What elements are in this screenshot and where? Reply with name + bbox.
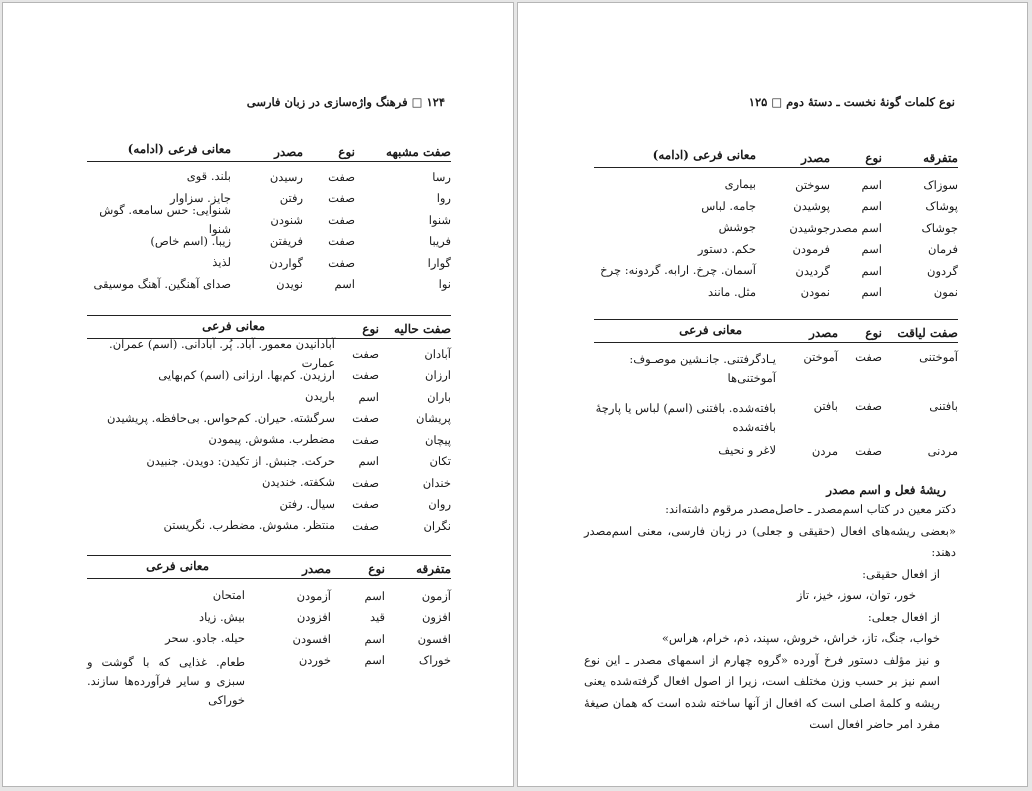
right-running-head: نوع کلمات گونهٔ نخست ـ دستهٔ دوم □ ۱۲۵ bbox=[748, 95, 955, 109]
table-cell: جایز. سزاوار bbox=[170, 190, 231, 205]
table-cell: صفت bbox=[328, 234, 355, 249]
table-row bbox=[87, 451, 451, 473]
table-cell: نوا bbox=[438, 277, 451, 292]
header-cell: نوع bbox=[865, 326, 882, 340]
header-cell: نوع bbox=[368, 562, 385, 576]
table-cell: امتحان bbox=[212, 588, 245, 603]
table-row bbox=[87, 650, 451, 713]
paragraph: از افعال جعلی: bbox=[867, 609, 940, 624]
table-cell: نمودن bbox=[800, 285, 830, 300]
table-cell: گوارا bbox=[427, 255, 451, 270]
header-cell: مصدر bbox=[274, 145, 303, 159]
right-section bbox=[584, 483, 956, 736]
table-cell: پیچان bbox=[424, 432, 451, 447]
table-cell: بافتنی bbox=[929, 399, 958, 413]
table-row bbox=[594, 239, 958, 261]
table-cell: اسم bbox=[358, 454, 379, 469]
table-cell: قید bbox=[369, 610, 385, 625]
table-cell: لاغر و نحیف bbox=[718, 443, 776, 458]
table-row bbox=[594, 347, 958, 391]
header-cell: متفرقه bbox=[923, 151, 958, 165]
table-cell: خندان bbox=[422, 475, 451, 490]
table-cell: صفت bbox=[352, 497, 379, 512]
table-cell: جوشش bbox=[718, 220, 756, 235]
table-cell: افسون bbox=[417, 631, 451, 646]
table-row bbox=[87, 252, 451, 274]
table-cell: اسم bbox=[364, 652, 385, 667]
header-cell: معانی فرعی (ادامه) bbox=[652, 148, 756, 162]
table-cell: طعام. غذایی که با گوشت و سبزی و سایر فرآورده‌ها سازند. خوراکی bbox=[87, 654, 245, 707]
table-cell: مردن bbox=[811, 443, 838, 458]
table-cell: رفتن bbox=[279, 191, 303, 206]
table-cell: ارزیدن. کم‌بها. ارزانی (اسم) کم‌بهایی bbox=[158, 367, 335, 382]
table-cell: صفت bbox=[328, 169, 355, 184]
table-cell: بیماری bbox=[724, 177, 756, 192]
table-cell: صفت bbox=[328, 212, 355, 227]
table-header bbox=[87, 556, 451, 579]
table-cell: سرگشته. حیران. کم‌حواس. بی‌حافظه. پریشیدن bbox=[106, 410, 335, 425]
table-cell: سوختن bbox=[795, 177, 830, 192]
table-cell: مضطرب. مشوش. پیمودن bbox=[208, 432, 335, 447]
header-cell: نوع bbox=[362, 322, 379, 336]
table-row bbox=[594, 174, 958, 196]
table-cell: روا bbox=[436, 191, 451, 206]
table-cell: مردنی bbox=[927, 443, 958, 458]
header-cell: معانی فرعی (ادامه) bbox=[127, 142, 231, 156]
left-running-head: ۱۲۴ □ فرهنگ واژه‌سازی در زبان فارسی bbox=[246, 95, 445, 109]
table-cell: شنوایی: حس سامعه. گوش شنوا bbox=[99, 202, 231, 236]
table-cell: صفت bbox=[855, 399, 882, 413]
paragraph: خور، توان، سوز، خیز، تاز bbox=[796, 588, 916, 602]
table-row bbox=[594, 260, 958, 282]
table-cell: نگران bbox=[423, 518, 451, 533]
table-row bbox=[87, 386, 451, 408]
table-row bbox=[594, 282, 958, 304]
table-header bbox=[594, 145, 958, 168]
table-cell: تکان bbox=[429, 454, 451, 469]
header-cell: نوع bbox=[338, 145, 355, 159]
table-cell: پوشاک bbox=[925, 199, 958, 214]
table-cell: فریبا bbox=[428, 234, 451, 249]
table-cell: اسم مصدر bbox=[830, 220, 882, 235]
paragraph: «بعضی ریشه‌های افعال (حقیقی و جعلی) در زبان فارسی، معنی اسم‌مصدر دهند: bbox=[584, 523, 956, 559]
table-cell: سیال. رفتن bbox=[279, 496, 335, 511]
left-table-adjectives bbox=[87, 139, 451, 295]
table-cell: صفت bbox=[352, 518, 379, 533]
table-cell: صفت bbox=[352, 432, 379, 447]
table-cell: بلند. قوی bbox=[186, 169, 231, 184]
table-row bbox=[594, 217, 958, 239]
paragraph: خواب، جنگ، تاز، خراش، خروش، سپند، ذم، خرام، هراس» bbox=[661, 631, 940, 645]
table-cell: فریفتن bbox=[269, 234, 303, 249]
table-cell: جوشیدن bbox=[789, 220, 830, 235]
table-cell: صفت bbox=[352, 475, 379, 490]
table-cell: شکفته. خندیدن bbox=[261, 475, 335, 490]
table-cell: صدای آهنگین. آهنگ موسیقی bbox=[93, 276, 231, 291]
table-row bbox=[594, 440, 958, 462]
table-row bbox=[87, 408, 451, 430]
table-cell: گردیدن bbox=[795, 263, 830, 278]
table-cell: آبادانیدن معمور. آباد. پُر. آبادانی. (اسم) عمران. عمارت bbox=[109, 336, 335, 370]
table-row bbox=[87, 585, 451, 607]
table-cell: گواردن bbox=[269, 255, 303, 270]
table-cell: گردون bbox=[927, 263, 958, 278]
header-cell: معانی فرعی bbox=[679, 323, 742, 337]
header-cell: معانی فرعی bbox=[202, 319, 265, 333]
header-cell: نوع bbox=[865, 151, 882, 165]
paragraph: دکتر معین در کتاب اسم‌مصدر ـ حاصل‌مصدر مرقوم داشته‌اند: bbox=[665, 502, 956, 516]
table-cell: لذیذ bbox=[212, 255, 231, 270]
table-cell: افزودن bbox=[296, 610, 331, 625]
table-row bbox=[87, 494, 451, 516]
table-cell: بافتن bbox=[813, 399, 838, 413]
table-cell: صفت bbox=[352, 411, 379, 426]
table-row bbox=[87, 607, 451, 629]
table-row bbox=[594, 391, 958, 440]
table-header bbox=[594, 320, 958, 343]
table-cell: فرمودن bbox=[792, 242, 830, 257]
table-cell: آزمودن bbox=[296, 588, 331, 603]
header-cell: معانی فرعی bbox=[146, 559, 209, 573]
table-cell: آزمون bbox=[421, 588, 451, 603]
table-row bbox=[87, 274, 451, 296]
table-cell: پریشان bbox=[416, 411, 451, 426]
table-row bbox=[594, 196, 958, 218]
header-cell: مصدر bbox=[809, 326, 838, 340]
header-cell: صفت لیاقت bbox=[897, 326, 958, 340]
table-cell: باریدن bbox=[305, 389, 335, 404]
table-cell: حرکت. جنبش. از تکیدن: دویدن. جنبیدن bbox=[146, 453, 335, 468]
table-cell: پوشیدن bbox=[793, 199, 830, 214]
table-cell: نمون bbox=[933, 285, 958, 300]
table-cell: اسم bbox=[861, 263, 882, 278]
header-cell: متفرقه bbox=[416, 562, 451, 576]
table-cell: اسم bbox=[861, 199, 882, 214]
table-cell: حیله. جادو. سحر bbox=[165, 631, 245, 646]
table-header bbox=[87, 139, 451, 162]
table-row bbox=[87, 202, 451, 236]
paragraph: از افعال حقیقی: bbox=[862, 566, 940, 581]
section-heading: ریشهٔ فعل و اسم مصدر bbox=[826, 483, 946, 497]
left-page bbox=[2, 2, 514, 787]
table-cell: صفت bbox=[352, 368, 379, 383]
table-cell: شنودن bbox=[270, 212, 303, 227]
table-row bbox=[87, 628, 451, 650]
table-cell: زیبا. (اسم خاص) bbox=[150, 233, 231, 248]
left-table-state-adjectives bbox=[87, 315, 451, 537]
table-row bbox=[87, 365, 451, 387]
right-table-misc bbox=[594, 145, 958, 303]
table-cell: بافته‌شده. بافتنی (اسم) لباس یا پارچهٔ بافته‌شده bbox=[595, 401, 776, 434]
table-cell: نویدن bbox=[276, 277, 303, 292]
table-cell: خوردن bbox=[298, 652, 331, 667]
table-cell: بیش. زیاد bbox=[198, 609, 245, 624]
table-cell: سوزاک bbox=[923, 177, 958, 192]
table-row bbox=[87, 336, 451, 370]
table-cell: آبادان bbox=[424, 346, 451, 361]
table-cell: روان bbox=[428, 497, 451, 512]
table-cell: صفت bbox=[855, 443, 882, 458]
table-cell: صفت bbox=[352, 346, 379, 361]
paragraph: و نیز مؤلف دستور فرخ آورده «گروه چهارم از اسمهای مصدر ـ این نوع اسم نیز بر حسب وزن مختلف است، زیرا از اصول افعال گرفته‌شده یعنی ریشه و کلمهٔ اصلی است که افعال از آنها ساخته شده است که همان صیغهٔ مفرد امر حاضر افعال است bbox=[584, 652, 940, 731]
table-row bbox=[87, 429, 451, 451]
table-cell: اسم bbox=[861, 177, 882, 192]
table-cell: اسم bbox=[364, 588, 385, 603]
header-cell: صفت حالیه bbox=[393, 322, 451, 336]
header-cell: صفت مشبهه bbox=[386, 145, 451, 159]
right-page bbox=[517, 2, 1028, 787]
table-cell: باران bbox=[427, 389, 451, 404]
table-cell: صفت bbox=[328, 255, 355, 270]
table-cell: جوشاک bbox=[921, 220, 958, 235]
table-cell: آموختنی bbox=[919, 350, 958, 364]
table-cell: صفت bbox=[328, 191, 355, 206]
header-cell: مصدر bbox=[302, 562, 331, 576]
header-cell: مصدر bbox=[801, 151, 830, 165]
table-cell: یـادگرفتنی. جانـشین موصـوف: آموختنی‌ها bbox=[629, 352, 776, 385]
table-cell: افسودن bbox=[292, 631, 331, 646]
table-cell: اسم bbox=[364, 631, 385, 646]
right-table-merit-adjectives bbox=[594, 319, 958, 462]
table-cell: خوراک bbox=[418, 652, 451, 667]
table-row bbox=[87, 472, 451, 494]
table-cell: رسیدن bbox=[269, 169, 303, 184]
table-cell: اسم bbox=[861, 285, 882, 300]
table-cell: صفت bbox=[855, 350, 882, 364]
table-cell: منتظر. مشوش. مضطرب. نگریستن bbox=[163, 518, 335, 533]
table-cell: مثل. مانند bbox=[707, 284, 756, 299]
table-row bbox=[87, 166, 451, 188]
table-cell: اسم bbox=[358, 389, 379, 404]
table-cell: شنوا bbox=[428, 212, 451, 227]
table-cell: آموختن bbox=[803, 350, 838, 364]
left-table-misc bbox=[87, 555, 451, 713]
table-cell: افزون bbox=[421, 610, 451, 625]
table-row bbox=[87, 515, 451, 537]
table-cell: حکم. دستور bbox=[697, 241, 756, 256]
table-cell: فرمان bbox=[928, 242, 958, 257]
table-cell: آسمان. چرخ. ارابه. گردونه: چرخ bbox=[600, 263, 756, 278]
table-cell: ارزان bbox=[425, 368, 451, 383]
table-cell: رسا bbox=[432, 169, 451, 184]
table-row bbox=[87, 231, 451, 253]
table-cell: اسم bbox=[334, 277, 355, 292]
table-cell: جامه. لباس bbox=[701, 198, 756, 213]
table-cell: اسم bbox=[861, 242, 882, 257]
